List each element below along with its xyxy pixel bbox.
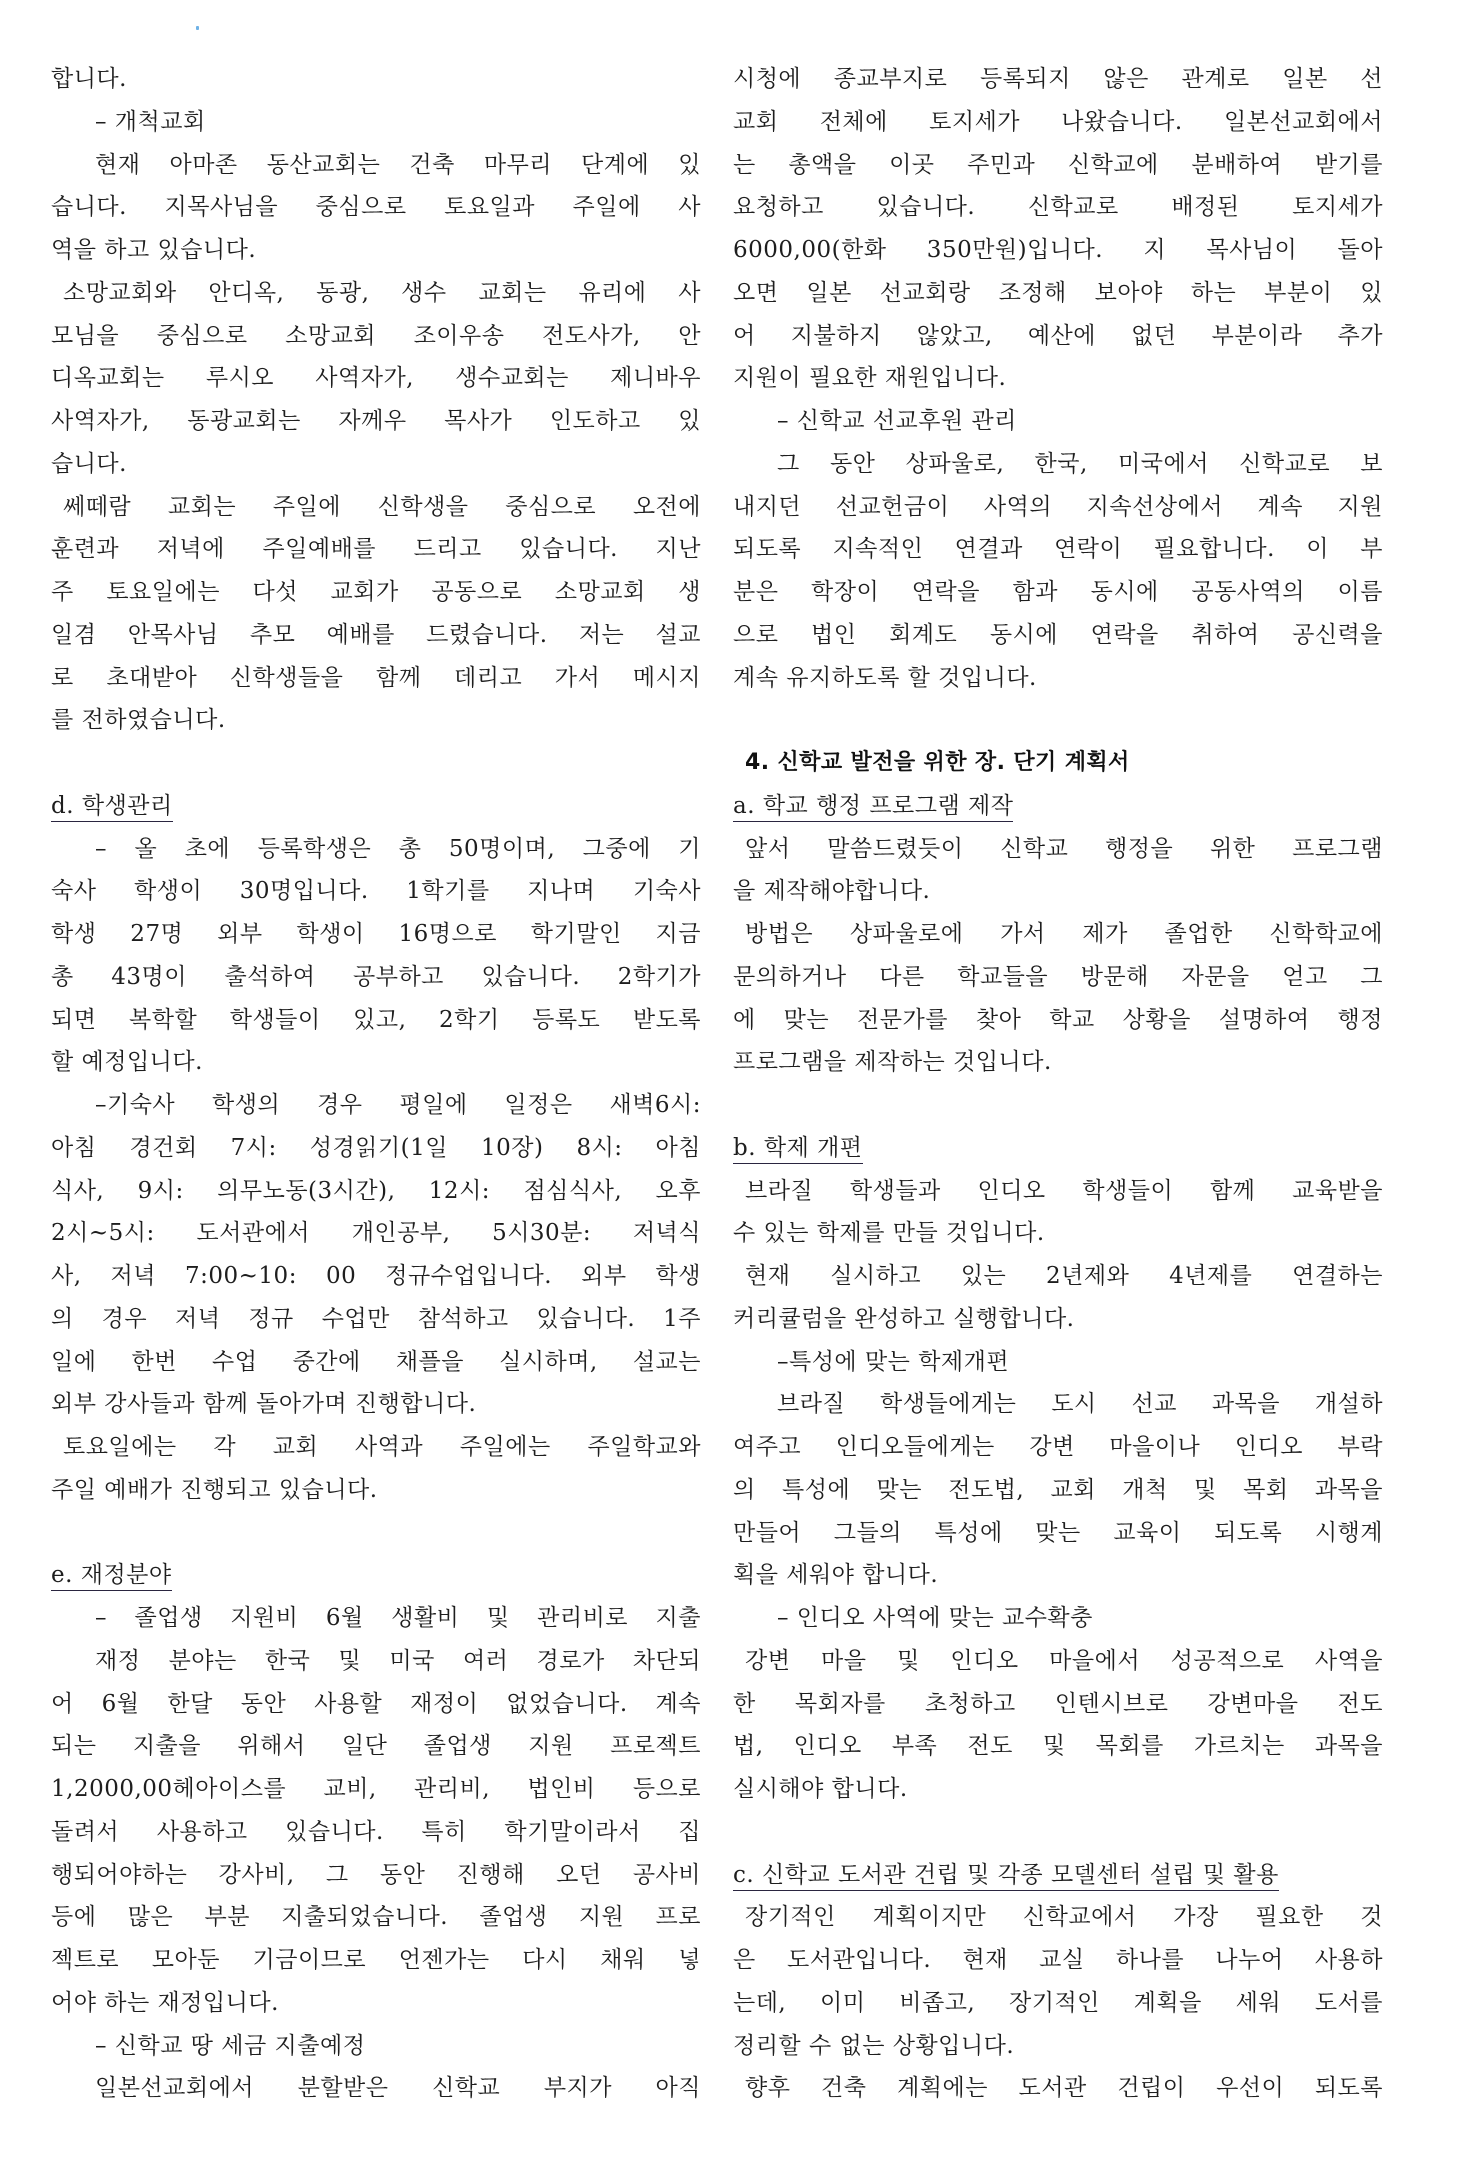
- line-text: 돌려서 사용하고 있습니다. 특히 학기말이라서 집: [51, 1818, 701, 1845]
- text-line: [733, 1383, 1383, 1426]
- line-text: – 신학교 땅 세금 지출예정: [95, 2032, 366, 2059]
- text-line: [51, 1683, 701, 1726]
- line-text: 시청에 종교부지로 등록되지 않은 관계로 일본 선: [733, 66, 1383, 92]
- line-text: 숙사 학생이 30명입니다. 1학기를 지나며 기숙사: [51, 878, 701, 905]
- text-line: [51, 1170, 701, 1213]
- text-line: [733, 1298, 1383, 1341]
- text-line: [51, 1982, 701, 2025]
- line-text: 만들어 그들의 특성에 맞는 교육이 되도록 시행계: [733, 1519, 1383, 1546]
- line-text: 등에 많은 부분 지출되었습니다. 졸업생 지원 프로: [51, 1904, 701, 1931]
- text-line: [733, 229, 1383, 272]
- line-text: 할 예정입니다.: [51, 1049, 203, 1076]
- text-line: [733, 657, 1383, 700]
- line-text: 는데, 이미 비좁고, 장기적인 계획을 세워 도서를: [733, 1989, 1383, 2016]
- underlined-heading-text: b. 학제 개편: [733, 1135, 863, 1164]
- line-text: – 인디오 사역에 맞는 교수확충: [777, 1605, 1093, 1631]
- line-text: 1,2000,00헤아이스를 교비, 관리비, 법인비 등으로: [51, 1776, 701, 1802]
- line-text: 디옥교회는 루시오 사역자가, 생수교회는 제니바우: [51, 365, 701, 392]
- line-text: 강변 마을 및 인디오 마을에서 성공적으로 사역을: [745, 1647, 1383, 1674]
- text-line: [733, 144, 1383, 187]
- line-text: 주일 예배가 진행되고 있습니다.: [51, 1476, 378, 1503]
- text-line: [51, 956, 701, 999]
- line-text: 토요일에는 각 교회 사역과 주일에는 주일학교와: [63, 1434, 701, 1460]
- line-text: 앞서 말씀드렸듯이 신학교 행정을 위한 프로그램: [745, 835, 1383, 862]
- line-text: – 올 초에 등록학생은 총 50명이며, 그중에 기: [95, 835, 701, 862]
- line-text: 행되어야하는 강사비, 그 동안 진행해 오던 공사비: [51, 1861, 701, 1888]
- left-column: [51, 58, 701, 2110]
- line-text: 한 목회자를 초청하고 인텐시브로 강변마을 전도: [733, 1690, 1383, 1717]
- text-line: [733, 1170, 1383, 1213]
- text-line: [733, 443, 1383, 486]
- text-line: [733, 186, 1383, 229]
- subsection-heading: [733, 785, 1383, 828]
- blank-line: [51, 1512, 701, 1555]
- text-line: [51, 1341, 701, 1384]
- line-text: – 졸업생 지원비 6월 생활비 및 관리비로 지출: [95, 1605, 701, 1631]
- line-text: 분은 학장이 연락을 함과 동시에 공동사역의 이름: [733, 579, 1383, 605]
- line-text: 6000,00(한화 350만원)입니다. 지 목사님이 돌아: [733, 237, 1383, 263]
- text-line: [733, 528, 1383, 571]
- bullet-subheading: [733, 1597, 1383, 1640]
- line-text: 4. 신학교 발전을 위한 장. 단기 계획서: [745, 750, 1130, 775]
- line-text: 수 있는 학제를 만들 것입니다.: [733, 1220, 1045, 1247]
- underlined-heading-text: a. 학교 행정 프로그램 제작: [733, 793, 1013, 822]
- text-line: [733, 486, 1383, 529]
- line-text: 요청하고 있습니다. 신학교로 배정된 토지세가: [733, 194, 1383, 221]
- line-text: 내지던 선교헌금이 사역의 지속선상에서 계속 지원: [733, 493, 1383, 520]
- text-line: [733, 1896, 1383, 1939]
- line-text: 계속 유지하도록 할 것입니다.: [733, 664, 1037, 691]
- line-text: 을 제작해야합니다.: [733, 878, 931, 905]
- line-text: 오면 일본 선교회랑 조정해 보아야 하는 부분이 있: [733, 279, 1383, 306]
- text-line: [51, 357, 701, 400]
- text-line: [733, 614, 1383, 657]
- line-text: 소망교회와 안디옥, 동광, 생수 교회는 유리에 사: [63, 279, 701, 306]
- blank-line: [733, 1084, 1383, 1127]
- text-line: [733, 870, 1383, 913]
- text-line: [51, 1469, 701, 1512]
- line-text: 일겸 안목사님 추모 예배를 드렸습니다. 저는 설교: [51, 621, 701, 648]
- line-text: 지원이 필요한 재원입니다.: [733, 365, 1007, 392]
- line-text: 일에 한번 수업 중간에 채플을 실시하며, 설교는: [51, 1348, 701, 1375]
- line-text: 는 총액을 이곳 주민과 신학교에 분배하여 받기를: [733, 151, 1383, 178]
- line-text: 습니다.: [51, 450, 127, 477]
- text-line: [51, 1426, 701, 1469]
- line-text: 되는 지출을 위해서 일단 졸업생 지원 프로젝트: [51, 1733, 701, 1760]
- line-text: 식사, 9시: 의무노동(3시간), 12시: 점심식사, 오후: [51, 1177, 701, 1204]
- text-line: [51, 1084, 701, 1127]
- line-text: –특성에 맞는 학제개편: [777, 1348, 1010, 1375]
- text-line: [51, 2067, 701, 2110]
- text-line: [51, 443, 701, 486]
- line-text: 에 맞는 전문가를 찾아 학교 상황을 설명하여 행정: [733, 1006, 1383, 1033]
- text-line: [51, 1725, 701, 1768]
- text-line: [51, 1597, 701, 1640]
- subsection-heading: [51, 1554, 701, 1597]
- line-text: 습니다. 지목사님을 중심으로 토요일과 주일에 사: [51, 194, 701, 221]
- text-line: [51, 1041, 701, 1084]
- text-line: [733, 1725, 1383, 1768]
- text-line: [733, 101, 1383, 144]
- text-line: [733, 1426, 1383, 1469]
- text-line: [51, 315, 701, 358]
- line-text: 학생 27명 외부 학생이 16명으로 학기말인 지금: [51, 921, 701, 947]
- line-text: 그 동안 상파울로, 한국, 미국에서 신학교로 보: [777, 450, 1383, 477]
- line-text: 교회 전체에 토지세가 나왔습니다. 일본선교회에서: [733, 108, 1383, 135]
- line-text: 실시해야 합니다.: [733, 1776, 908, 1802]
- text-line: [733, 1640, 1383, 1683]
- line-text: 일본선교회에서 분할받은 신학교 부지가 아직: [95, 2075, 701, 2102]
- right-column: [733, 58, 1383, 2110]
- text-line: [51, 657, 701, 700]
- text-line: [51, 1939, 701, 1982]
- line-text: 훈련과 저녁에 주일예배를 드리고 있습니다. 지난: [51, 536, 701, 563]
- bullet-subheading: [51, 2025, 701, 2068]
- line-text: 되도록 지속적인 연결과 연락이 필요합니다. 이 부: [733, 536, 1383, 563]
- text-line: [733, 571, 1383, 614]
- line-text: –기숙사 학생의 경우 평일에 일정은 새벽6시:: [95, 1092, 701, 1118]
- text-line: [733, 272, 1383, 315]
- text-line: [51, 999, 701, 1042]
- text-line: [733, 1212, 1383, 1255]
- line-text: 사, 저녁 7:00~10: 00 정규수업입니다. 외부 학생: [51, 1263, 701, 1289]
- underlined-heading-text: c. 신학교 도서관 건립 및 각종 모델센터 설립 및 활용: [733, 1862, 1279, 1891]
- line-text: 문의하거나 다른 학교들을 방문해 자문을 얻고 그: [733, 963, 1383, 990]
- text-line: [733, 315, 1383, 358]
- line-text: – 신학교 선교후원 관리: [777, 408, 1017, 434]
- line-text: 현재 아마존 동산교회는 건축 마무리 단계에 있: [95, 151, 701, 178]
- text-line: [51, 229, 701, 272]
- line-text: 브라질 학생들과 인디오 학생들이 함께 교육받을: [745, 1177, 1383, 1204]
- bullet-subheading: [733, 1341, 1383, 1384]
- text-line: [51, 571, 701, 614]
- line-text: 으로 법인 회계도 동시에 연락을 취하여 공신력을: [733, 621, 1383, 648]
- text-line: [733, 2025, 1383, 2068]
- line-text: 를 전하였습니다.: [51, 707, 226, 734]
- text-line: [51, 614, 701, 657]
- text-line: [51, 272, 701, 315]
- subsection-heading: [733, 1127, 1383, 1170]
- line-text: 커리큘럼을 완성하고 실행합니다.: [733, 1305, 1075, 1332]
- section-heading: [733, 742, 1383, 785]
- text-line: [733, 1512, 1383, 1555]
- text-line: [51, 144, 701, 187]
- line-text: 젝트로 모아둔 기금이므로 언젠가는 다시 채워 넣: [51, 1947, 701, 1973]
- text-line: [733, 1554, 1383, 1597]
- text-line: [733, 828, 1383, 871]
- text-line: [51, 1212, 701, 1255]
- line-text: 방법은 상파울로에 가서 제가 졸업한 신학학교에: [745, 921, 1383, 947]
- line-text: 의 경우 저녁 정규 수업만 참석하고 있습니다. 1주: [51, 1305, 701, 1332]
- text-line: [733, 999, 1383, 1042]
- line-text: 정리할 수 없는 상황입니다.: [733, 2032, 1015, 2059]
- text-line: [51, 1127, 701, 1170]
- text-line: [733, 357, 1383, 400]
- blank-line: [733, 699, 1383, 742]
- text-line: [51, 528, 701, 571]
- text-line: [51, 1896, 701, 1939]
- line-text: 로 초대받아 신학생들을 함께 데리고 가서 메시지: [51, 664, 701, 691]
- underlined-heading-text: e. 재정분야: [51, 1562, 172, 1591]
- line-text: 의 특성에 맞는 전도법, 교회 개척 및 목회 과목을: [733, 1476, 1383, 1503]
- line-text: 어 6월 한달 동안 사용할 재정이 없었습니다. 계속: [51, 1690, 701, 1717]
- line-text: 브라질 학생들에게는 도시 선교 과목을 개설하: [777, 1391, 1383, 1418]
- line-text: 재정 분야는 한국 및 미국 여러 경로가 차단되: [95, 1647, 701, 1674]
- line-text: 2시~5시: 도서관에서 개인공부, 5시30분: 저녁식: [51, 1220, 701, 1247]
- line-text: 주 토요일에는 다섯 교회가 공동으로 소망교회 생: [51, 579, 701, 605]
- text-line: [51, 828, 701, 871]
- text-line: [733, 58, 1383, 101]
- line-text: 장기적인 계획이지만 신학교에서 가장 필요한 것: [745, 1904, 1383, 1931]
- blank-line: [51, 742, 701, 785]
- underlined-heading-text: d. 학생관리: [51, 793, 173, 822]
- text-line: [51, 1768, 701, 1811]
- text-line: [733, 2067, 1383, 2110]
- bullet-subheading: [51, 101, 701, 144]
- bullet-subheading: [733, 400, 1383, 443]
- line-text: 법, 인디오 부족 전도 및 목회를 가르치는 과목을: [733, 1733, 1383, 1760]
- line-text: 아침 경건회 7시: 성경읽기(1일 10장) 8시: 아침: [51, 1134, 701, 1161]
- text-line: [733, 956, 1383, 999]
- blank-line: [733, 1811, 1383, 1854]
- text-line: [733, 1939, 1383, 1982]
- text-line: [733, 1041, 1383, 1084]
- line-text: 모님을 중심으로 소망교회 조이우송 전도사가, 안: [51, 322, 701, 349]
- line-text: 여주고 인디오들에게는 강변 마을이나 인디오 부락: [733, 1434, 1383, 1460]
- line-text: 역을 하고 있습니다.: [51, 237, 257, 263]
- text-line: [733, 1255, 1383, 1298]
- line-text: 획을 세워야 합니다.: [733, 1562, 939, 1589]
- text-line: [51, 1640, 701, 1683]
- text-line: [51, 1854, 701, 1897]
- line-text: 사역자가, 동광교회는 자께우 목사가 인도하고 있: [51, 408, 701, 434]
- line-text: 되면 복학할 학생들이 있고, 2학기 등록도 받도록: [51, 1006, 701, 1033]
- text-line: [51, 699, 701, 742]
- line-text: 어 지불하지 않았고, 예산에 없던 부분이라 추가: [733, 322, 1383, 349]
- scan-artifact-dot: [196, 26, 199, 30]
- text-line: [51, 913, 701, 956]
- text-line: [51, 400, 701, 443]
- line-text: 은 도서관입니다. 현재 교실 하나를 나누어 사용하: [733, 1947, 1383, 1973]
- line-text: 외부 강사들과 함께 돌아가며 진행합니다.: [51, 1391, 477, 1418]
- text-line: [51, 58, 701, 101]
- text-line: [51, 186, 701, 229]
- text-line: [733, 1768, 1383, 1811]
- subsection-heading: [733, 1854, 1383, 1897]
- line-text: 총 43명이 출석하여 공부하고 있습니다. 2학기가: [51, 963, 701, 990]
- text-line: [51, 486, 701, 529]
- text-line: [733, 1469, 1383, 1512]
- line-text: 쎄떼람 교회는 주일에 신학생을 중심으로 오전에: [63, 493, 701, 520]
- text-line: [51, 1383, 701, 1426]
- line-text: 현재 실시하고 있는 2년제와 4년제를 연결하는: [745, 1263, 1383, 1289]
- subsection-heading: [51, 785, 701, 828]
- line-text: 프로그램을 제작하는 것입니다.: [733, 1049, 1052, 1076]
- text-line: [51, 1298, 701, 1341]
- text-line: [51, 1255, 701, 1298]
- line-text: 향후 건축 계획에는 도서관 건립이 우선이 되도록: [745, 2075, 1383, 2102]
- line-text: – 개척교회: [95, 108, 206, 135]
- text-line: [733, 913, 1383, 956]
- text-line: [733, 1683, 1383, 1726]
- text-line: [51, 1811, 701, 1854]
- text-line: [733, 1982, 1383, 2025]
- line-text: 어야 하는 재정입니다.: [51, 1989, 279, 2016]
- text-line: [51, 870, 701, 913]
- line-text: 합니다.: [51, 66, 127, 92]
